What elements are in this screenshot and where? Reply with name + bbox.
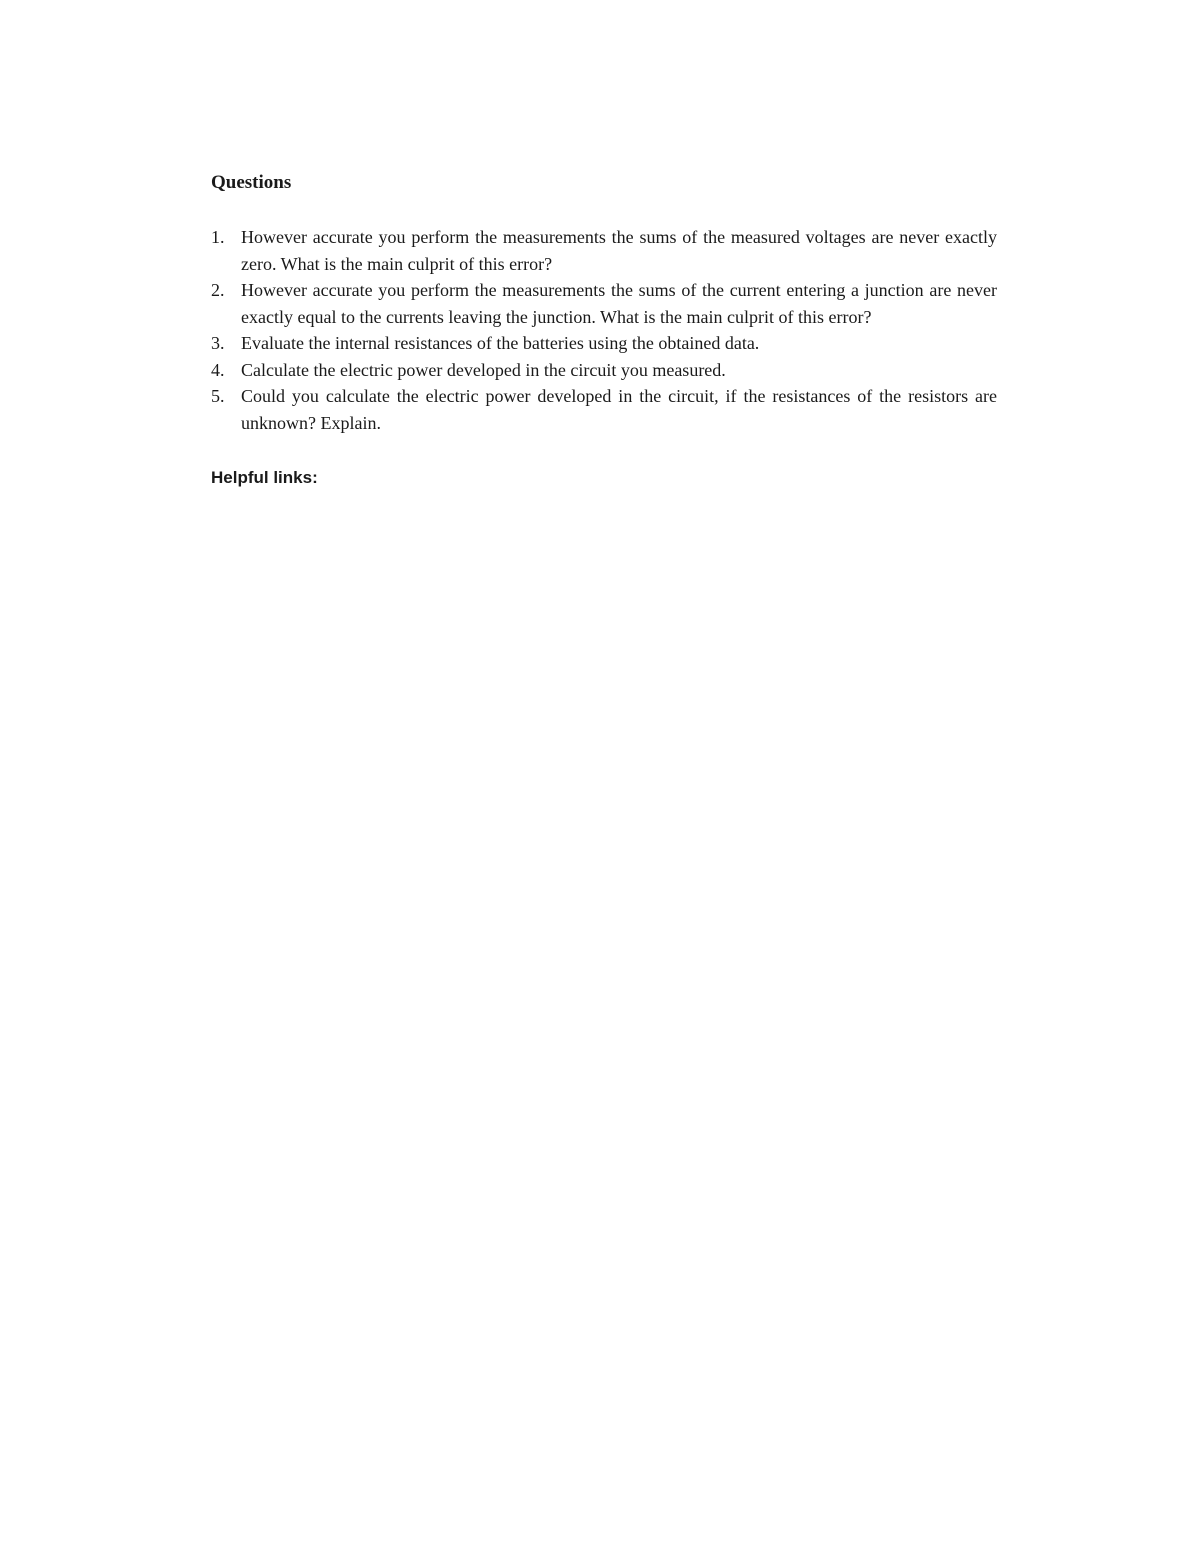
question-item-1 (211, 224, 997, 277)
question-text: Calculate the electric power developed in the circuit you measured. (241, 359, 726, 380)
question-number: 5. (211, 386, 225, 406)
question-item-4 (211, 357, 997, 384)
question-text: However accurate you perform the measurements the sums of the measured voltages are never exactly zero. What is the main culprit of this error? (241, 227, 997, 274)
question-item-5 (211, 383, 997, 436)
question-text: However accurate you perform the measurements the sums of the current entering a junction are never exactly equal to the currents leaving the junction. What is the main culprit of this error? (241, 280, 997, 327)
question-number: 4. (211, 359, 225, 380)
question-text: Could you calculate the electric power developed in the circuit, if the resistances of the resistors are unknown? Explain. (241, 386, 997, 433)
document-content (211, 170, 997, 490)
question-number: 2. (211, 280, 225, 300)
question-item-2 (211, 277, 997, 330)
question-text: Evaluate the internal resistances of the batteries using the obtained data. (241, 333, 760, 353)
question-number: 3. (211, 333, 225, 353)
question-number: 1. (211, 227, 225, 247)
helpful-links-label: Helpful links: (211, 468, 318, 487)
questions-heading: Questions (211, 172, 292, 193)
question-item-3 (211, 330, 997, 357)
questions-list (211, 224, 997, 436)
